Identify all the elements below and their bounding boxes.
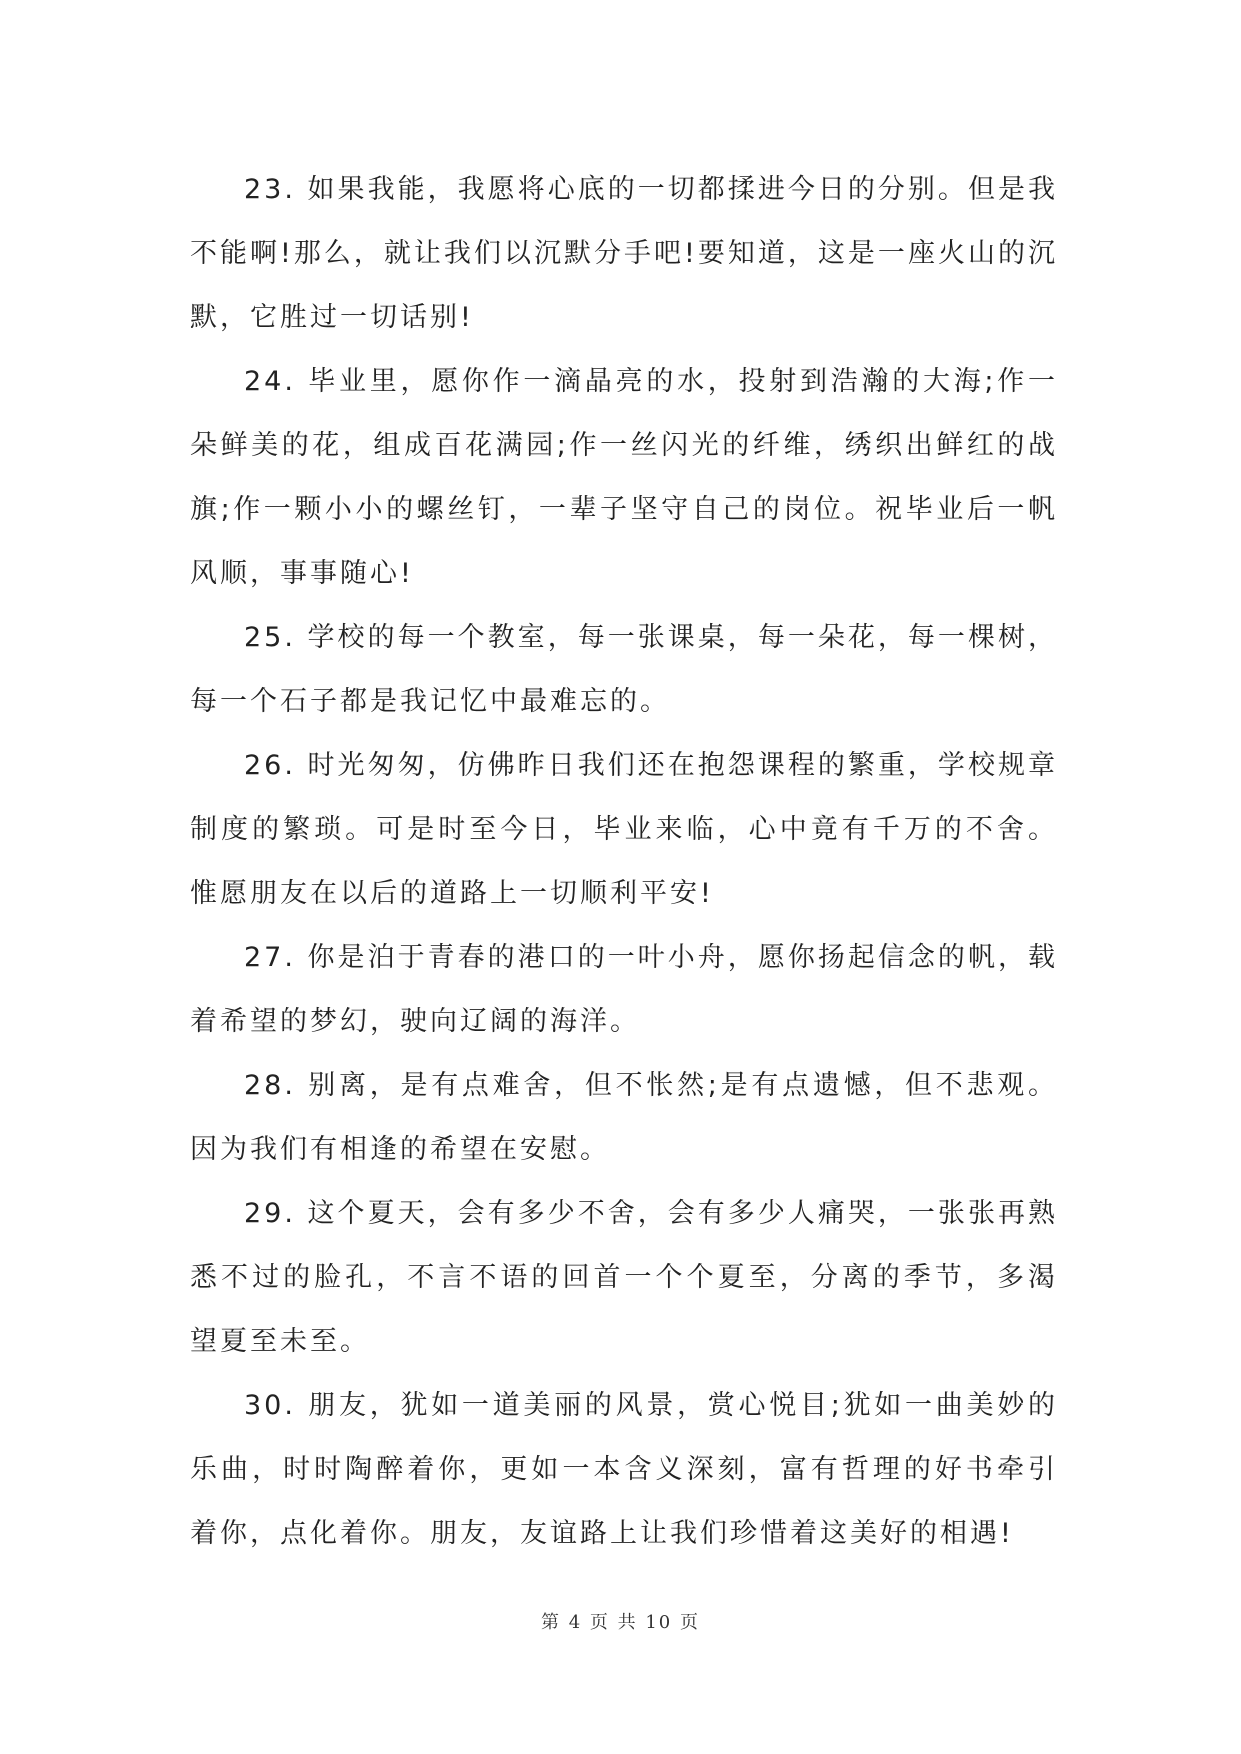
paragraph-24: 24. 毕业里，愿你作一滴晶亮的水，投射到浩瀚的大海;作一朵鲜美的花，组成百花满园;作一丝闪光的纤维，绣织出鲜红的战旗;作一颗小小的螺丝钉，一辈子坚守自己的岗位。祝毕业后一帆风顺，事事随心! <box>190 366 1058 589</box>
document-body <box>190 158 1058 1566</box>
paragraph-28: 28. 别离，是有点难舍，但不怅然;是有点遗憾，但不悲观。因为我们有相逢的希望在安慰。 <box>190 1070 1058 1165</box>
paragraph-26: 26. 时光匆匆，仿佛昨日我们还在抱怨课程的繁重，学校规章制度的繁琐。可是时至今日，毕业来临，心中竟有千万的不舍。惟愿朋友在以后的道路上一切顺利平安! <box>190 750 1058 909</box>
page-number-footer: 第 4 页 共 10 页 <box>541 1612 700 1633</box>
paragraph-30: 30. 朋友，犹如一道美丽的风景，赏心悦目;犹如一曲美妙的乐曲，时时陶醉着你，更如一本含义深刻，富有哲理的好书牵引着你，点化着你。朋友，友谊路上让我们珍惜着这美好的相遇! <box>190 1390 1058 1549</box>
paragraph-23: 23. 如果我能，我愿将心底的一切都揉进今日的分别。但是我不能啊!那么，就让我们以沉默分手吧!要知道，这是一座火山的沉默，它胜过一切话别! <box>190 174 1058 333</box>
paragraph-27: 27. 你是泊于青春的港口的一叶小舟，愿你扬起信念的帆，载着希望的梦幻，驶向辽阔的海洋。 <box>190 942 1058 1037</box>
paragraph-25: 25. 学校的每一个教室，每一张课桌，每一朵花，每一棵树，每一个石子都是我记忆中最难忘的。 <box>190 622 1058 717</box>
paragraph-29: 29. 这个夏天，会有多少不舍，会有多少人痛哭，一张张再熟悉不过的脸孔，不言不语的回首一个个夏至，分离的季节，多渴望夏至未至。 <box>190 1198 1058 1357</box>
